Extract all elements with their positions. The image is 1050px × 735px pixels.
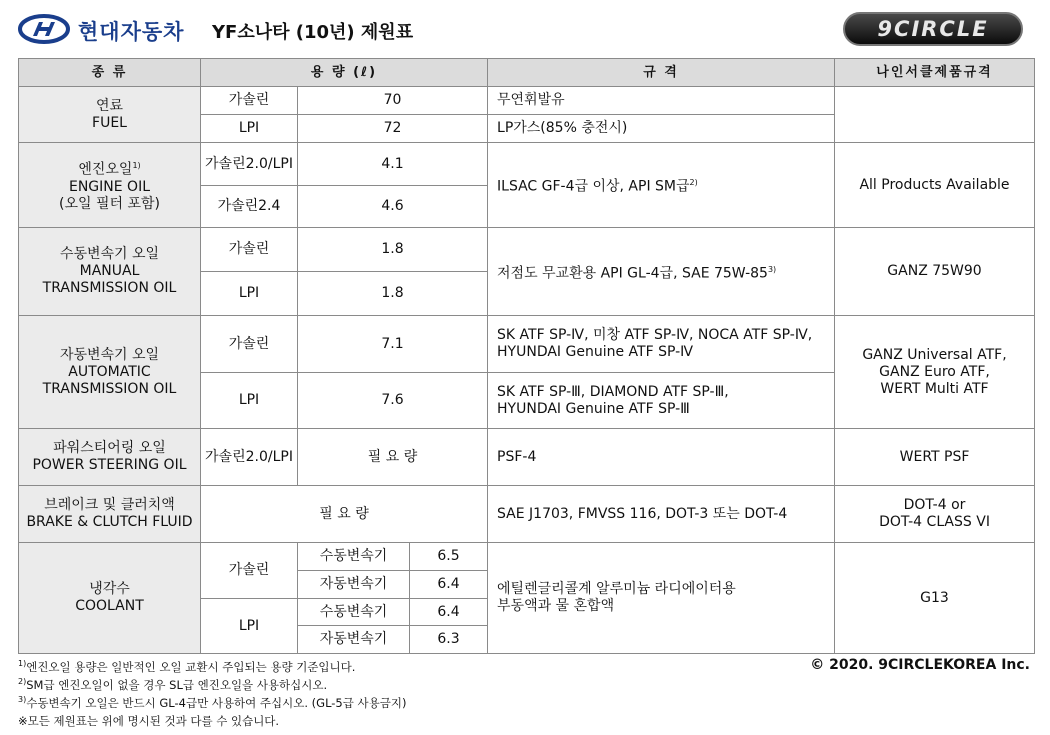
- coolant-trans: 수동변속기: [298, 599, 410, 626]
- table-row: [19, 143, 1035, 186]
- brake-spec: SAE J1703, FMVSS 116, DOT-3 또는 DOT-4: [488, 486, 835, 543]
- fuel-capacity: 70: [298, 87, 488, 115]
- auto-trans-capacity: 7.6: [298, 373, 488, 429]
- auto-trans-capacity: 7.1: [298, 316, 488, 373]
- table-row: [19, 316, 1035, 373]
- header-ninecircle: 나인서클제품규격: [835, 59, 1035, 87]
- auto-trans-name-ko: 자동변속기 오일: [59, 346, 160, 363]
- manual-trans-variant: 가솔린: [201, 228, 298, 272]
- power-steering-product: WERT PSF: [835, 429, 1035, 486]
- auto-trans-spec: SK ATF SP-Ⅳ, 미창 ATF SP-Ⅳ, NOCA ATF SP-Ⅳ, HYUNDAI Genuine ATF SP-Ⅳ: [488, 316, 835, 373]
- engine-oil-name-en: ENGINE OIL: [68, 178, 150, 195]
- coolant-name-ko: 냉각수: [89, 581, 130, 597]
- manual-trans-spec: 저점도 무교환용 API GL-4급, SAE 75W-85$^{3)}$: [488, 228, 835, 316]
- footnote-mark: 1): [132, 161, 141, 171]
- auto-trans-name-en: TRANSMISSION OIL: [42, 380, 177, 397]
- engine-oil-spec: ILSAC GF-4급 이상, API SM급$^{2)}$: [488, 143, 835, 228]
- brand-name: 현대자동차: [78, 20, 185, 44]
- spec-table: [18, 58, 1035, 654]
- manual-trans-name-en: MANUAL: [79, 263, 140, 279]
- header-capacity: 용 량 (ℓ): [201, 59, 488, 87]
- table-row: [19, 543, 1035, 571]
- footnote: $^{3)}$수동변속기 오일은 반드시 GL-4급만 사용하여 주십시오. (GL-5급 사용금지): [18, 695, 407, 710]
- coolant-trans: 자동변속기: [298, 626, 410, 654]
- hyundai-logo-icon: [18, 14, 70, 44]
- coolant-name-en: COOLANT: [75, 598, 144, 614]
- fuel-capacity: 72: [298, 115, 488, 143]
- page-header: [0, 0, 1050, 56]
- engine-oil-variant: 가솔린2.4: [201, 186, 298, 228]
- fuel-category: [19, 87, 201, 143]
- brake-name-en: BRAKE & CLUTCH FLUID: [26, 514, 193, 530]
- table-row: [19, 429, 1035, 486]
- manual-trans-product: GANZ 75W90: [835, 228, 1035, 316]
- manual-trans-name-ko: 수동변속기 오일: [59, 246, 160, 262]
- power-steering-variant: 가솔린2.0/LPI: [201, 429, 298, 486]
- copyright: © 2020. 9CIRCLEKOREA Inc.: [810, 657, 1030, 673]
- brake-capacity: 필 요 량: [201, 486, 488, 543]
- power-steering-name-ko: 파워스티어링 오일: [53, 440, 166, 456]
- engine-oil-name-note: (오일 필터 포함): [59, 195, 160, 212]
- coolant-capacity: 6.5: [410, 543, 488, 571]
- engine-oil-product: All Products Available: [835, 143, 1035, 228]
- coolant-trans: 수동변속기: [298, 543, 410, 571]
- header-spec: 규 격: [488, 59, 835, 87]
- manual-trans-variant: LPI: [201, 272, 298, 316]
- fuel-name-en: FUEL: [92, 114, 127, 131]
- engine-oil-capacity: 4.1: [298, 143, 488, 186]
- fuel-variant: LPI: [201, 115, 298, 143]
- table-row: [19, 228, 1035, 272]
- footnote: $^{2)}$SM급 엔진오일이 없을 경우 SL급 엔진오일을 사용하십시오.: [18, 677, 328, 692]
- auto-trans-variant: 가솔린: [201, 316, 298, 373]
- engine-oil-capacity: 4.6: [298, 186, 488, 228]
- coolant-product: G13: [835, 543, 1035, 654]
- power-steering-spec: PSF-4: [488, 429, 835, 486]
- brake-category: [19, 486, 201, 543]
- manual-trans-capacity: 1.8: [298, 228, 488, 272]
- brake-name-ko: 브레이크 및 클러치액: [44, 497, 175, 513]
- table-header-row: [19, 59, 1035, 87]
- fuel-product: [835, 87, 1035, 143]
- ninecircle-logo: 9CIRCLE: [843, 12, 1023, 46]
- power-steering-category: [19, 429, 201, 486]
- page-title: YF소나타 (10년) 제원표: [212, 22, 414, 43]
- fuel-spec: 무연휘발유: [488, 87, 835, 115]
- footnote: ※모든 제원표는 위에 명시된 것과 다를 수 있습니다.: [18, 714, 280, 728]
- engine-oil-name-ko: 엔진오일: [78, 161, 133, 178]
- header-type: 종 류: [19, 59, 201, 87]
- footnote: $^{1)}$엔진오일 용량은 일반적인 오일 교환시 주입되는 용량 기준입니다.: [18, 659, 356, 674]
- coolant-variant: 가솔린: [201, 543, 298, 599]
- auto-trans-variant: LPI: [201, 373, 298, 429]
- auto-trans-spec: SK ATF SP-Ⅲ, DIAMOND ATF SP-Ⅲ, HYUNDAI Genuine ATF SP-Ⅲ: [488, 373, 835, 429]
- coolant-capacity: 6.4: [410, 571, 488, 599]
- coolant-capacity: 6.3: [410, 626, 488, 654]
- brake-product: DOT-4 or DOT-4 CLASS VI: [835, 486, 1035, 543]
- auto-trans-category: [19, 316, 201, 429]
- engine-oil-category: [19, 143, 201, 228]
- manual-trans-name-en: TRANSMISSION OIL: [42, 280, 177, 296]
- power-steering-name-en: POWER STEERING OIL: [32, 457, 187, 473]
- auto-trans-product: GANZ Universal ATF, GANZ Euro ATF, WERT Multi ATF: [835, 316, 1035, 429]
- auto-trans-name-en: AUTOMATIC: [68, 363, 151, 380]
- coolant-spec: 에틸렌글리콜계 알루미늄 라디에이터용 부동액과 물 혼합액: [488, 543, 835, 654]
- power-steering-capacity: 필 요 량: [298, 429, 488, 486]
- fuel-spec: LP가스(85% 충전시): [488, 115, 835, 143]
- table-row: [19, 486, 1035, 543]
- engine-oil-variant: 가솔린2.0/LPI: [201, 143, 298, 186]
- coolant-variant: LPI: [201, 599, 298, 654]
- manual-trans-capacity: 1.8: [298, 272, 488, 316]
- fuel-name-ko: 연료: [95, 97, 124, 114]
- coolant-trans: 자동변속기: [298, 571, 410, 599]
- manual-trans-category: [19, 228, 201, 316]
- coolant-category: [19, 543, 201, 654]
- table-row: [19, 87, 1035, 115]
- fuel-variant: 가솔린: [201, 87, 298, 115]
- coolant-capacity: 6.4: [410, 599, 488, 626]
